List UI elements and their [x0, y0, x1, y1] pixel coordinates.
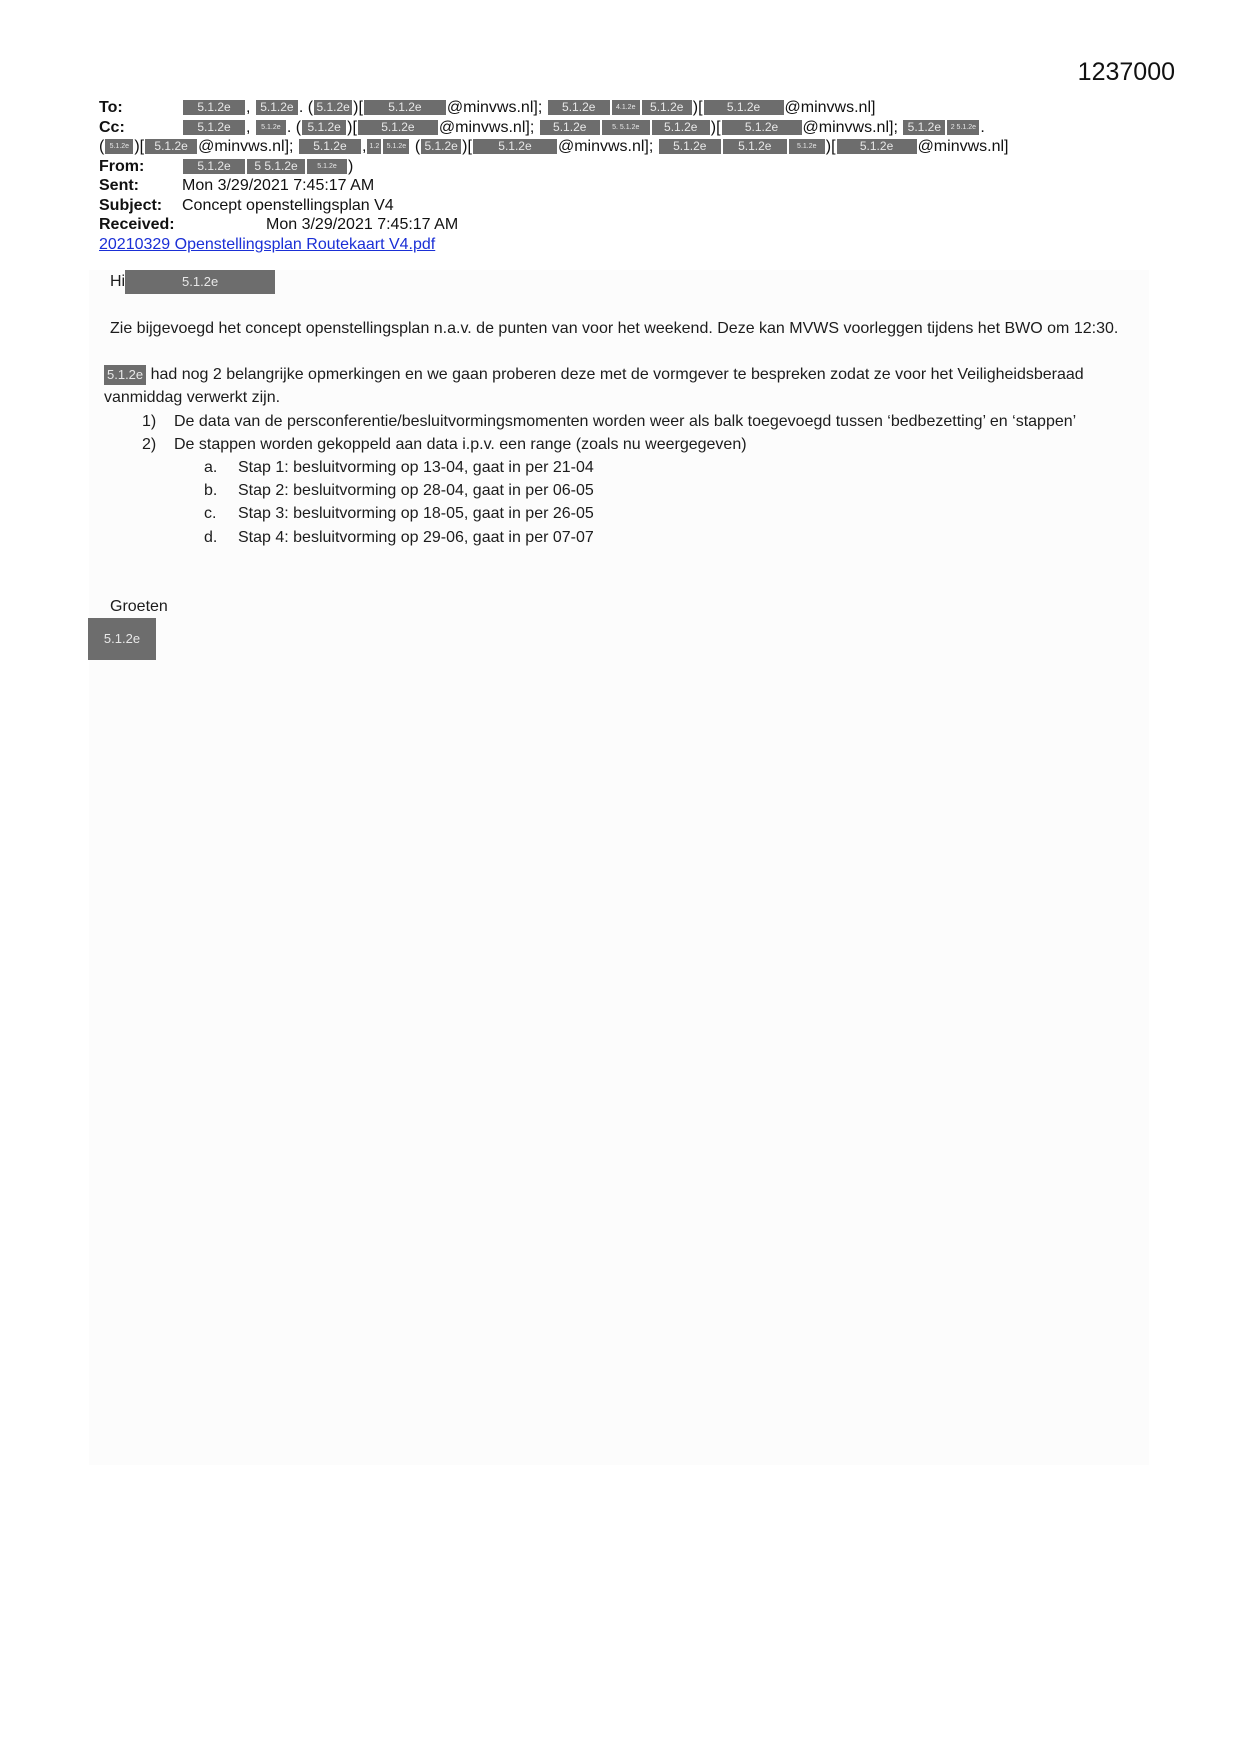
list-text: Stap 3: besluitvorming op 18-05, gaat in per 26-05 [238, 505, 594, 523]
email-domain: @minvws.nl]; [438, 118, 535, 136]
separator: )[ [134, 138, 145, 155]
list-letter: b. [204, 482, 218, 500]
attachment-row [99, 235, 1159, 255]
sent-label: Sent: [99, 177, 139, 194]
from-value [182, 157, 353, 177]
redaction-box: 1.2 [367, 139, 381, 154]
redaction-box: 5.1.2e [723, 139, 787, 154]
greeting: Hi [110, 273, 126, 290]
redaction-box: 5.1.2e [652, 120, 710, 135]
redaction-box: 5.1.2e [256, 100, 298, 115]
sub-list-item [110, 526, 1140, 549]
redaction-box: 5.1.2e [789, 139, 825, 154]
list-number: 1) [142, 412, 157, 430]
redaction-box: 5.1.2e [642, 100, 692, 115]
email-domain: @minvws.nl]; [198, 138, 294, 155]
redaction-box: 5.1.2e [314, 100, 352, 115]
separator: ( [414, 138, 421, 155]
redaction-box: 5 5.1.2e [247, 159, 305, 174]
separator: . ( [286, 118, 302, 136]
to-row [99, 98, 1159, 118]
separator: , [246, 99, 251, 116]
redaction-box: 5.1.2e [145, 139, 197, 154]
email-header [99, 98, 1159, 254]
greeting-line [110, 270, 1140, 294]
separator: , [246, 118, 251, 136]
from-row [99, 157, 1159, 177]
redaction-box: 5.1.2e [540, 120, 600, 135]
separator: . ( [298, 99, 314, 116]
redaction-box: 5.1.2e [358, 120, 438, 135]
cc-value-continued [99, 137, 1008, 157]
cc-value [182, 118, 985, 138]
redaction-box: 5.1.2e [473, 139, 557, 154]
email-body [103, 270, 1140, 660]
subject-value: Concept openstellingsplan V4 [182, 196, 394, 214]
sub-list-item [110, 479, 1140, 502]
signature-redaction: 5.1.2e [88, 618, 156, 660]
cc-label: Cc: [99, 118, 125, 136]
redaction-box: 5.1.2e [903, 120, 945, 135]
separator: )[ [347, 118, 357, 136]
closing: Groeten [110, 597, 168, 615]
subject-label: Subject: [99, 196, 163, 214]
redaction-box: 5.1.2e [364, 100, 446, 115]
sent-row [99, 176, 1159, 196]
received-value: Mon 3/29/2021 7:45:17 AM [266, 216, 459, 233]
redaction-box: 5.1.2e [256, 120, 286, 135]
redaction-box: 5.1.2e [307, 159, 347, 174]
separator: )[ [825, 138, 836, 155]
from-label: From: [99, 157, 145, 175]
redaction-box: 4.1.2e [612, 100, 640, 115]
list-item [110, 433, 1140, 456]
redaction-box: 5.1.2e [104, 365, 146, 385]
email-domain: @minvws.nl] [917, 138, 1009, 155]
redaction-box: 5.1.2e [421, 139, 461, 154]
subject-row [99, 196, 1159, 216]
redaction-box: 5.1.2e [302, 120, 346, 135]
to-value [182, 98, 875, 118]
sub-list-item [110, 456, 1140, 479]
email-domain: @minvws.nl]; [557, 138, 654, 155]
email-domain: @minvws.nl] [784, 99, 876, 116]
list-text: De data van de persconferentie/besluitvormingsmomenten worden weer als balk toegevoegd tussen ‘bedbezetting’ en ‘stappen’ [174, 412, 1077, 430]
redaction-box: 5.1.2e [383, 139, 409, 154]
received-label: Received: [99, 216, 175, 233]
cc-row [99, 118, 1159, 138]
received-row [99, 215, 1159, 235]
separator: )[ [710, 118, 721, 136]
redaction-box: 5.1.2e [299, 139, 361, 154]
sent-value: Mon 3/29/2021 7:45:17 AM [182, 177, 375, 194]
email-domain: @minvws.nl]; [446, 99, 543, 116]
list-letter: a. [204, 459, 218, 477]
to-label: To: [99, 99, 123, 116]
separator: )[ [462, 138, 472, 155]
cc-row-continued [99, 137, 1159, 157]
redaction-box: 2 5.1.2e [947, 120, 979, 135]
separator: )[ [692, 99, 703, 116]
redaction-box: 5.1.2e [837, 139, 917, 154]
redaction-box: 5.1.2e [548, 100, 610, 115]
list-text: Stap 2: besluitvorming op 28-04, gaat in per 06-05 [238, 482, 594, 500]
list-number: 2) [142, 435, 157, 453]
list-letter: c. [204, 505, 217, 523]
email-domain: @minvws.nl]; [802, 118, 898, 136]
redaction-box: 5.1.2e [125, 270, 275, 294]
paragraph-1: Zie bijgevoegd het concept openstellingsplan n.a.v. de punten van voor het weekend. Deze kan MVWS voorleggen tijdens het BWO om 12:30. [110, 320, 1119, 337]
paragraph-2-text: had nog 2 belangrijke opmerkingen en we gaan proberen deze met de vormgever te bespreken zodat ze voor het Veiligheidsberaad vanmiddag verwerkt zijn. [104, 366, 1084, 407]
redaction-box: 5.1.2e [183, 159, 245, 174]
list-letter: d. [204, 528, 218, 546]
separator: . [980, 118, 985, 136]
paragraph-2 [104, 363, 1140, 409]
document-number: 1237000 [1077, 58, 1175, 86]
redaction-box: 5.1.2e [659, 139, 721, 154]
list-text: De stappen worden gekoppeld aan data i.p.v. een range (zoals nu weergegeven) [174, 435, 747, 453]
redaction-box: 5.1.2e [183, 120, 245, 135]
sub-list-item [110, 502, 1140, 525]
separator: )[ [353, 99, 363, 116]
list-text: Stap 4: besluitvorming op 29-06, gaat in per 07-07 [238, 528, 594, 546]
redaction-box: 5.1.2e [183, 100, 245, 115]
redaction-box: 5. 5.1.2e [602, 120, 650, 135]
redaction-box: 5.1.2e [105, 139, 133, 154]
list-item [110, 410, 1140, 433]
redaction-box: 5.1.2e [704, 100, 784, 115]
separator: ) [348, 157, 354, 175]
attachment-link[interactable]: 20210329 Openstellingsplan Routekaart V4.pdf [99, 235, 436, 253]
redaction-box: 5.1.2e [722, 120, 802, 135]
separator: , [361, 138, 367, 155]
list-text: Stap 1: besluitvorming op 13-04, gaat in per 21-04 [238, 459, 594, 477]
separator: ( [99, 138, 105, 155]
